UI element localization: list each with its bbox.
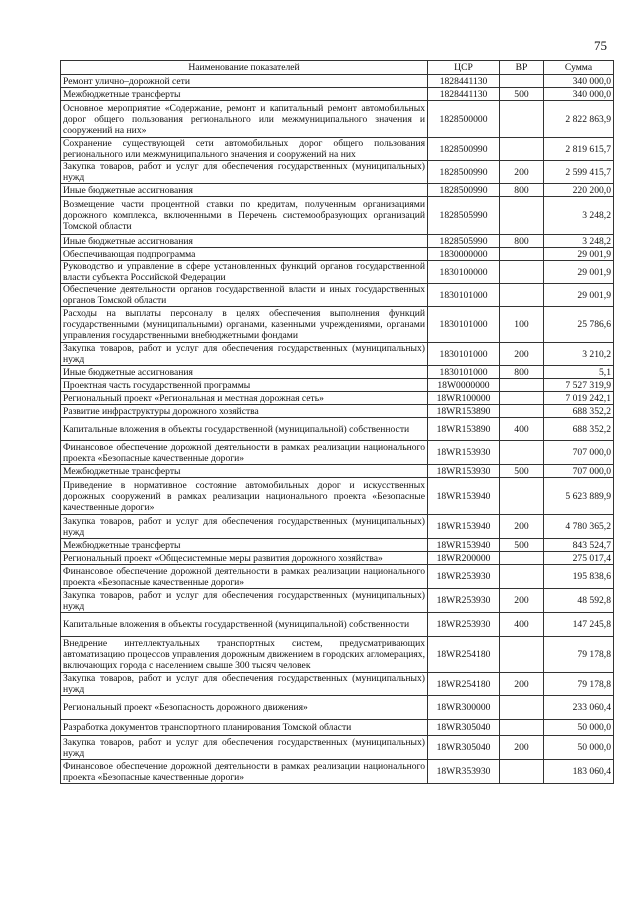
row-sum: 2 819 615,7 [544, 138, 614, 161]
table-row [61, 343, 614, 366]
table-row [61, 235, 614, 248]
table-row [61, 696, 614, 720]
header-name: Наименование показателей [61, 61, 428, 75]
table-row [61, 418, 614, 441]
row-name: Руководство и управление в сфере установленных функций органов государственной власти субъекта Российской Федерации [61, 261, 428, 284]
table-row [61, 405, 614, 418]
row-sum: 707 000,0 [544, 441, 614, 465]
row-vr [500, 696, 544, 720]
row-vr: 200 [500, 161, 544, 184]
row-vr [500, 248, 544, 261]
table-row [61, 261, 614, 284]
row-name: Возмещение части процентной ставки по кредитам, полученным организациями дорожного комплекса, включенными в Перечень системообразующих организаций Томской области [61, 197, 428, 235]
row-code: 18WR153940 [428, 539, 500, 552]
row-code: 1828441130 [428, 88, 500, 101]
row-name: Иные бюджетные ассигнования [61, 235, 428, 248]
table-body [61, 75, 614, 784]
row-sum: 79 178,8 [544, 673, 614, 696]
row-code: 18WR305040 [428, 736, 500, 760]
row-sum: 195 838,6 [544, 565, 614, 589]
row-vr [500, 441, 544, 465]
row-name: Закупка товаров, работ и услуг для обеспечения государственных (муниципальных) нужд [61, 515, 428, 539]
table-row [61, 197, 614, 235]
row-name: Внедрение интеллектуальных транспортных систем, предусматривающих автоматизацию процессов управления дорожным движением в городских агломерациях, включающих города с населением свыше 300 тысяч человек [61, 637, 428, 673]
row-vr: 200 [500, 515, 544, 539]
table-row [61, 515, 614, 539]
row-code: 1830000000 [428, 248, 500, 261]
row-code: 1830101000 [428, 366, 500, 379]
row-name: Региональный проект «Безопасность дорожного движения» [61, 696, 428, 720]
table-row [61, 637, 614, 673]
row-code: 1828500990 [428, 184, 500, 197]
table-row [61, 379, 614, 392]
row-sum: 688 352,2 [544, 418, 614, 441]
row-sum: 2 599 415,7 [544, 161, 614, 184]
table-row [61, 539, 614, 552]
row-name: Развитие инфраструктуры дорожного хозяйства [61, 405, 428, 418]
row-vr: 800 [500, 366, 544, 379]
row-name: Финансовое обеспечение дорожной деятельности в рамках реализации национального проекта «Безопасные качественные дороги» [61, 760, 428, 784]
row-vr: 800 [500, 235, 544, 248]
row-code: 1830101000 [428, 284, 500, 307]
row-code: 18WR253930 [428, 613, 500, 637]
row-name: Закупка товаров, работ и услуг для обеспечения государственных (муниципальных) нужд [61, 589, 428, 613]
row-code: 18WR153940 [428, 478, 500, 515]
row-vr: 500 [500, 88, 544, 101]
table-row [61, 307, 614, 343]
budget-table [60, 60, 614, 784]
row-name: Финансовое обеспечение дорожной деятельности в рамках реализации национального проекта «Безопасные качественные дороги» [61, 565, 428, 589]
table-row [61, 184, 614, 197]
row-sum: 147 245,8 [544, 613, 614, 637]
row-sum: 25 786,6 [544, 307, 614, 343]
table-row [61, 478, 614, 515]
row-sum: 4 780 365,2 [544, 515, 614, 539]
row-sum: 183 060,4 [544, 760, 614, 784]
table-row [61, 248, 614, 261]
row-name: Межбюджетные трансферты [61, 88, 428, 101]
row-vr [500, 197, 544, 235]
row-name: Ремонт улично–дорожной сети [61, 75, 428, 88]
table-row [61, 138, 614, 161]
row-name: Межбюджетные трансферты [61, 465, 428, 478]
row-vr: 200 [500, 736, 544, 760]
row-vr: 100 [500, 307, 544, 343]
row-name: Региональный проект «Общесистемные меры развития дорожного хозяйства» [61, 552, 428, 565]
row-vr: 500 [500, 465, 544, 478]
row-sum: 275 017,4 [544, 552, 614, 565]
row-sum: 50 000,0 [544, 720, 614, 736]
row-code: 18WR253930 [428, 565, 500, 589]
row-vr [500, 379, 544, 392]
row-sum: 7 527 319,9 [544, 379, 614, 392]
row-sum: 3 210,2 [544, 343, 614, 366]
row-vr: 500 [500, 539, 544, 552]
row-code: 1830101000 [428, 307, 500, 343]
row-vr [500, 392, 544, 405]
row-code: 18WR300000 [428, 696, 500, 720]
table-row [61, 366, 614, 379]
row-vr: 200 [500, 343, 544, 366]
row-sum: 48 592,8 [544, 589, 614, 613]
row-sum: 233 060,4 [544, 696, 614, 720]
row-vr: 800 [500, 184, 544, 197]
row-code: 1830101000 [428, 343, 500, 366]
row-sum: 220 200,0 [544, 184, 614, 197]
row-sum: 5 623 889,9 [544, 478, 614, 515]
row-name: Межбюджетные трансферты [61, 539, 428, 552]
row-name: Обеспечивающая подпрограмма [61, 248, 428, 261]
row-sum: 2 822 863,9 [544, 101, 614, 138]
row-name: Закупка товаров, работ и услуг для обеспечения государственных (муниципальных) нужд [61, 161, 428, 184]
row-name: Закупка товаров, работ и услуг для обеспечения государственных (муниципальных) нужд [61, 673, 428, 696]
table-row [61, 101, 614, 138]
row-code: 18WR153940 [428, 515, 500, 539]
table-row [61, 589, 614, 613]
row-code: 1828505990 [428, 197, 500, 235]
row-vr [500, 565, 544, 589]
table-row [61, 161, 614, 184]
row-sum: 688 352,2 [544, 405, 614, 418]
row-code: 18WR353930 [428, 760, 500, 784]
row-code: 18WR305040 [428, 720, 500, 736]
row-name: Финансовое обеспечение дорожной деятельности в рамках реализации национального проекта «Безопасные качественные дороги» [61, 441, 428, 465]
row-code: 18WR153930 [428, 441, 500, 465]
row-name: Сохранение существующей сети автомобильных дорог общего пользования регионального или межмуниципального значения и сооружений на них [61, 138, 428, 161]
row-code: 18WR153890 [428, 405, 500, 418]
row-code: 1828500990 [428, 161, 500, 184]
row-vr [500, 405, 544, 418]
row-name: Иные бюджетные ассигнования [61, 184, 428, 197]
row-vr: 200 [500, 589, 544, 613]
header-sum: Сумма [544, 61, 614, 75]
row-sum: 50 000,0 [544, 736, 614, 760]
row-name: Обеспечение деятельности органов государственной власти и иных государственных органов Томской области [61, 284, 428, 307]
row-vr [500, 552, 544, 565]
row-sum: 3 248,2 [544, 197, 614, 235]
row-sum: 29 001,9 [544, 248, 614, 261]
row-name: Основное мероприятие «Содержание, ремонт и капитальный ремонт автомобильных дорог общего пользования регионального или межмуниципального значения и сооружений на них» [61, 101, 428, 138]
row-vr [500, 720, 544, 736]
row-vr: 400 [500, 613, 544, 637]
row-sum: 7 019 242,1 [544, 392, 614, 405]
row-name: Приведение в нормативное состояние автомобильных дорог и искусственных дорожных сооружений в рамках реализации национального проекта «Безопасные качественные дороги» [61, 478, 428, 515]
row-vr [500, 101, 544, 138]
row-name: Капитальные вложения в объекты государственной (муниципальной) собственности [61, 418, 428, 441]
page-number: 75 [594, 38, 607, 53]
row-name: Региональный проект «Региональная и местная дорожная сеть» [61, 392, 428, 405]
row-sum: 79 178,8 [544, 637, 614, 673]
row-code: 1828500990 [428, 138, 500, 161]
row-code: 1828441130 [428, 75, 500, 88]
row-sum: 843 524,7 [544, 539, 614, 552]
row-name: Разработка документов транспортного планирования Томской области [61, 720, 428, 736]
row-vr [500, 261, 544, 284]
table-row [61, 565, 614, 589]
row-sum: 5,1 [544, 366, 614, 379]
row-vr: 400 [500, 418, 544, 441]
row-sum: 29 001,9 [544, 284, 614, 307]
row-vr [500, 138, 544, 161]
row-sum: 29 001,9 [544, 261, 614, 284]
row-name: Расходы на выплаты персоналу в целях обеспечения выполнения функций государственными (муниципальными) органами, казенными учреждениями, органами управления государственными внебюджетными фондами [61, 307, 428, 343]
row-vr [500, 760, 544, 784]
row-name: Закупка товаров, работ и услуг для обеспечения государственных (муниципальных) нужд [61, 736, 428, 760]
row-code: 18WR254180 [428, 673, 500, 696]
row-sum: 340 000,0 [544, 75, 614, 88]
row-code: 1828500000 [428, 101, 500, 138]
row-vr: 200 [500, 673, 544, 696]
table-row [61, 760, 614, 784]
table-row [61, 284, 614, 307]
row-name: Закупка товаров, работ и услуг для обеспечения государственных (муниципальных) нужд [61, 343, 428, 366]
table-row [61, 736, 614, 760]
table-row [61, 465, 614, 478]
table-header-row [61, 61, 614, 75]
row-sum: 340 000,0 [544, 88, 614, 101]
row-vr [500, 284, 544, 307]
table-row [61, 88, 614, 101]
header-code: ЦСР [428, 61, 500, 75]
row-name: Проектная часть государственной программы [61, 379, 428, 392]
row-code: 18WR200000 [428, 552, 500, 565]
row-name: Иные бюджетные ассигнования [61, 366, 428, 379]
row-code: 18WR100000 [428, 392, 500, 405]
row-name: Капитальные вложения в объекты государственной (муниципальной) собственности [61, 613, 428, 637]
row-code: 18W0000000 [428, 379, 500, 392]
row-sum: 3 248,2 [544, 235, 614, 248]
header-vr: ВР [500, 61, 544, 75]
table-row [61, 720, 614, 736]
row-code: 18WR253930 [428, 589, 500, 613]
row-code: 18WR153930 [428, 465, 500, 478]
table-row [61, 673, 614, 696]
row-code: 18WR254180 [428, 637, 500, 673]
row-code: 1828505990 [428, 235, 500, 248]
table-row [61, 613, 614, 637]
row-vr [500, 478, 544, 515]
row-vr [500, 75, 544, 88]
table-row [61, 392, 614, 405]
row-vr [500, 637, 544, 673]
row-code: 1830100000 [428, 261, 500, 284]
table-row [61, 75, 614, 88]
row-sum: 707 000,0 [544, 465, 614, 478]
row-code: 18WR153890 [428, 418, 500, 441]
table-row [61, 552, 614, 565]
table-row [61, 441, 614, 465]
